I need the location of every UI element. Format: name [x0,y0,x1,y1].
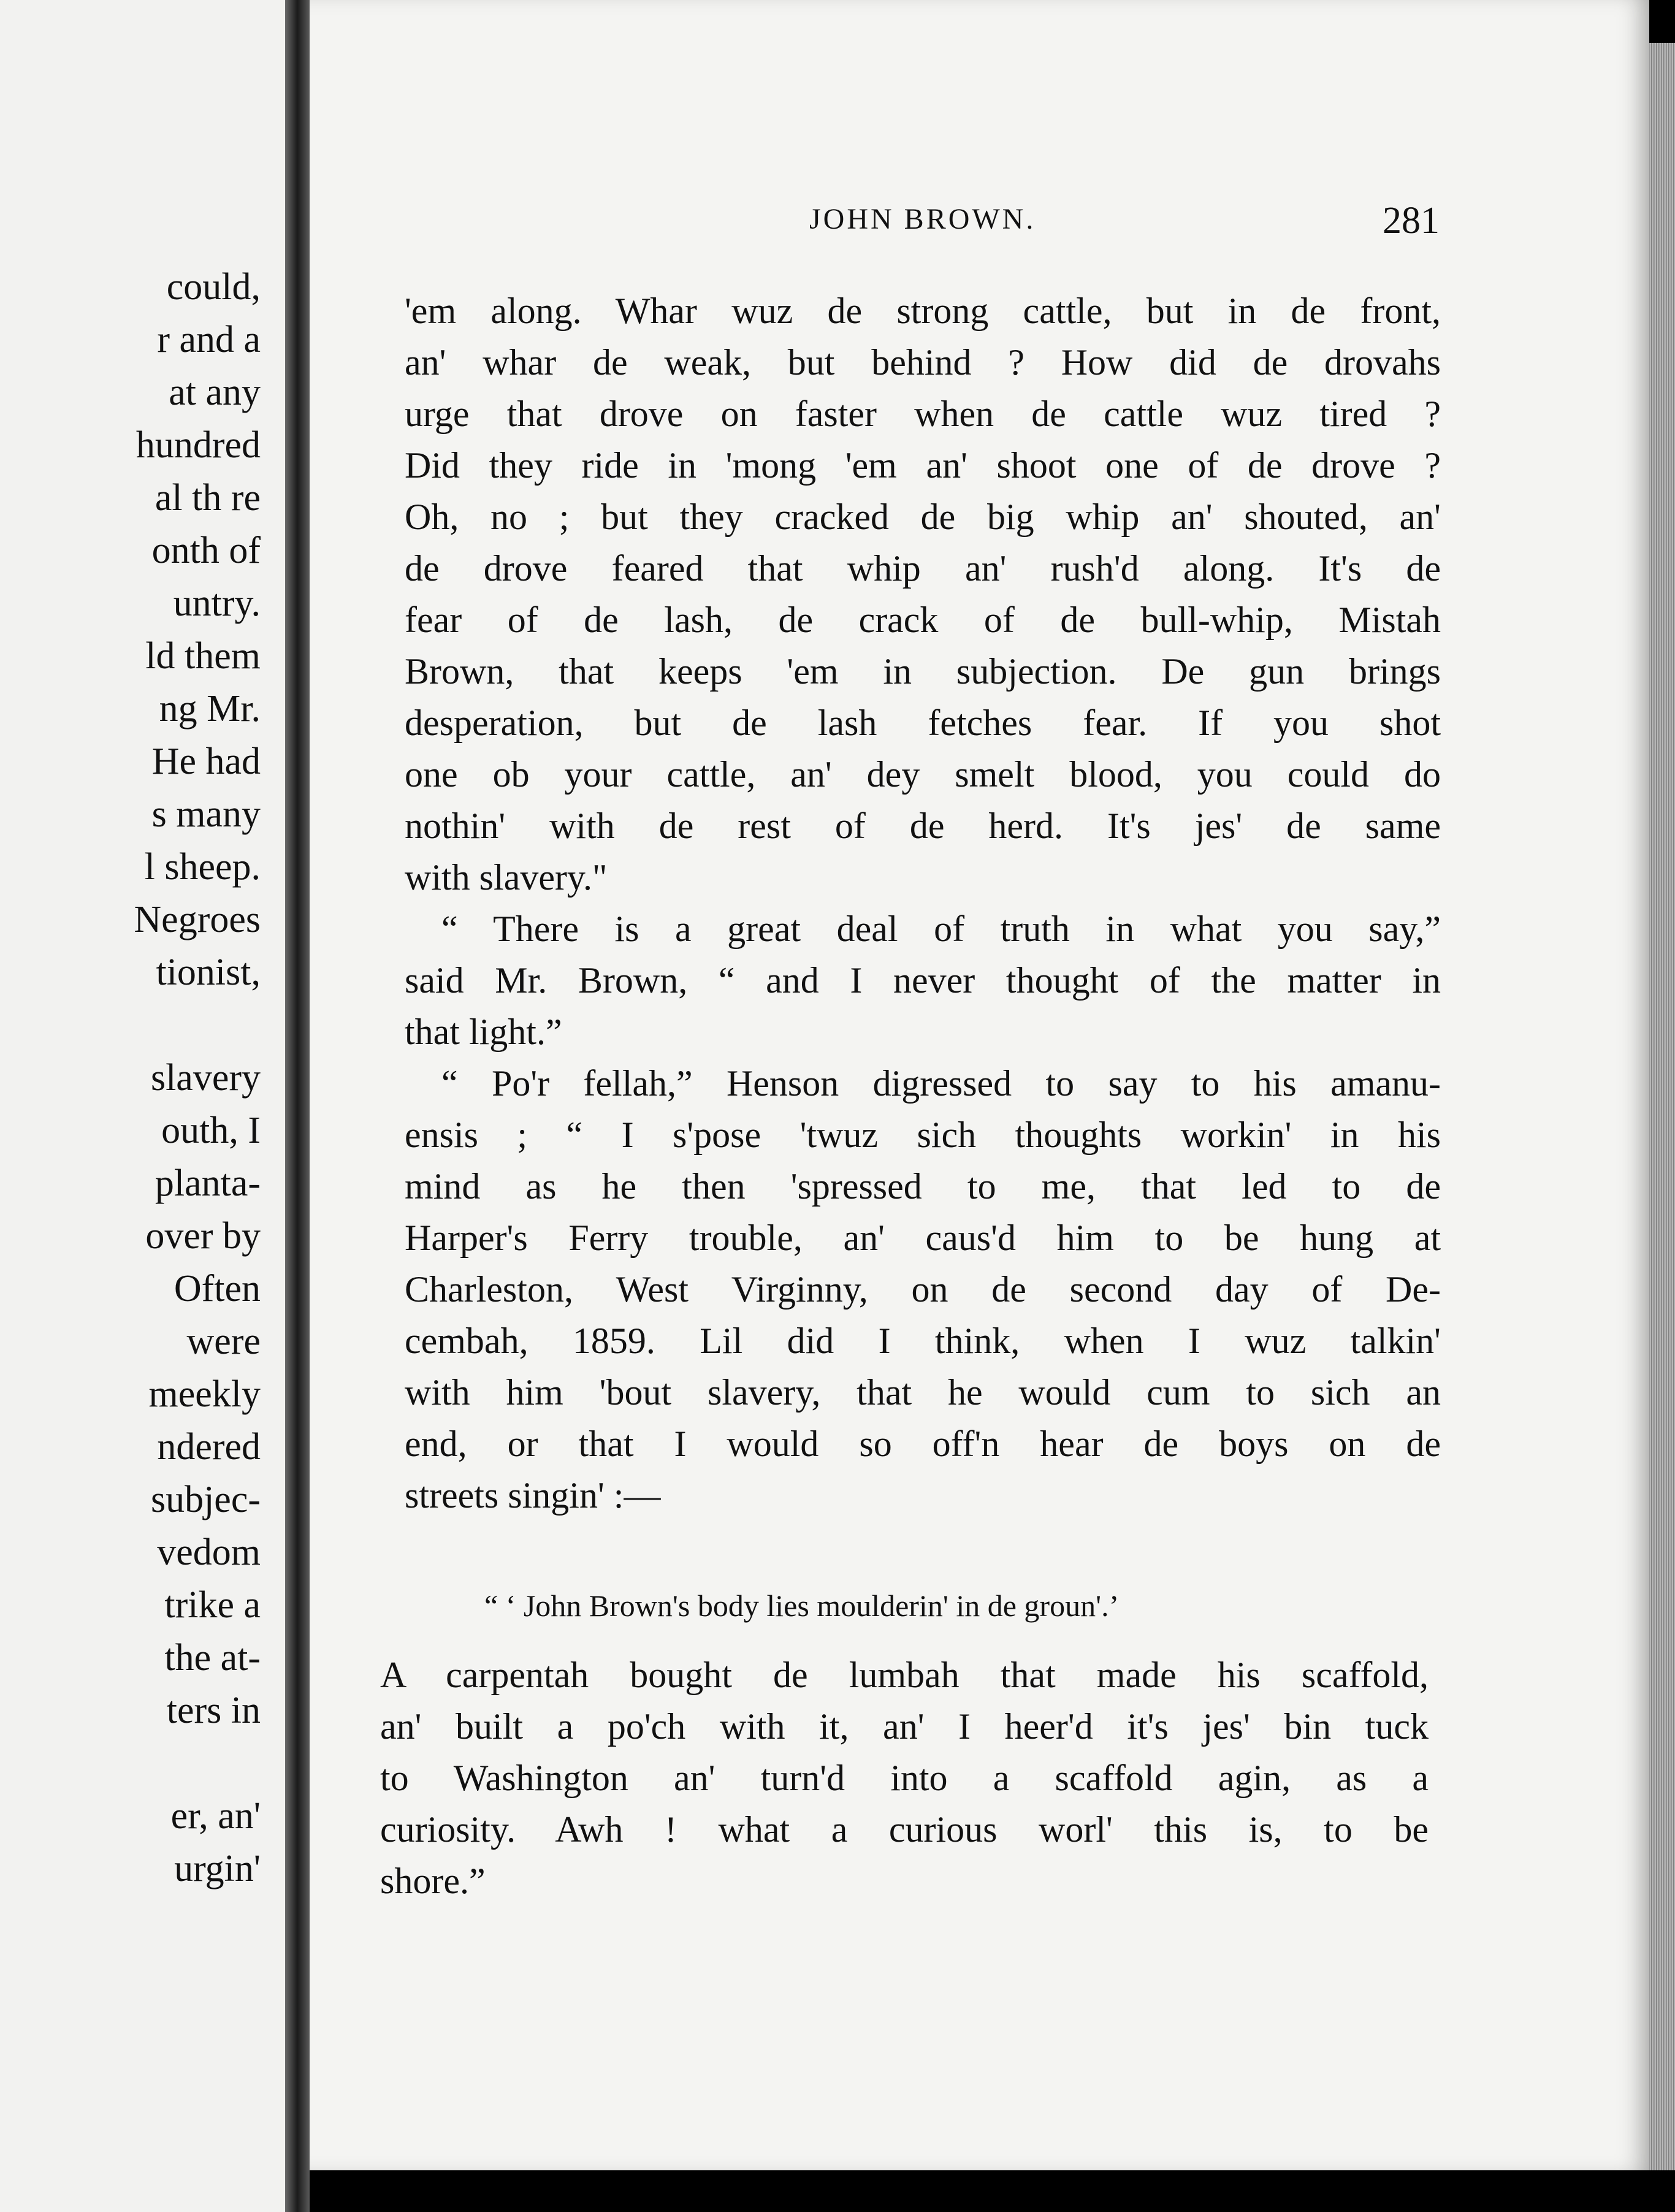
left-page-line [134,1737,261,1790]
text-line: to Washington an' turn'd into a scaffold agin, as a [380,1758,1429,1798]
left-page-line: ters in [166,1690,261,1731]
left-page-line: meekly [148,1373,261,1415]
text-line: cembah, 1859. Lil did I think, when I wuz talkin' [405,1321,1441,1361]
left-page-line: Negroes [134,899,261,940]
text-line: an' whar de weak, but behind ? How did de drovahs [405,342,1441,383]
text-line: with him 'bout slavery, that he would cum to sich an [405,1372,1441,1413]
left-page-line: planta- [155,1162,261,1204]
text-line: de drove feared that whip an' rush'd along. It's de [405,548,1441,589]
text-line: ensis ; “ I s'pose 'twuz sich thoughts workin' in his [405,1115,1441,1155]
text-line: curiosity. Awh ! what a curious worl' this is, to be [380,1809,1429,1850]
left-page-text [134,261,261,1895]
left-page-line: l sheep. [144,846,261,888]
left-page-line: r and a [157,319,261,360]
text-line: urge that drove on faster when de cattle wuz tired ? [405,394,1441,434]
text-line: Charleston, West Virginny, on de second day of De- [405,1269,1441,1310]
page-number: 281 [1383,200,1440,242]
text-line: Harper's Ferry trouble, an' caus'd him to be hung at [405,1218,1441,1258]
closing-paragraph [380,1649,1429,1907]
song-quote: “ ‘ John Brown's body lies moulderin' in de groun'.’ [484,1588,1120,1623]
text-line: with slavery." [405,857,608,898]
running-head: JOHN BROWN. [809,203,1036,235]
left-page-line: trike a [164,1584,261,1626]
left-page-line: over by [145,1215,261,1257]
left-page-line: subjec- [150,1479,261,1520]
left-page-line: ng Mr. [159,688,261,730]
text-line: nothin' with de rest of de herd. It's jes' de same [405,806,1441,846]
text-line: that light.” [405,1012,562,1052]
left-page-line: were [186,1321,261,1362]
left-page-line: hundred [135,424,261,466]
text-line: “ Po'r fellah,” Henson digressed to say to his amanu- [441,1063,1441,1104]
body-text [405,285,1441,1521]
text-line: fear of de lash, de crack of de bull-whip, Mistah [405,600,1441,640]
left-page-line: s many [151,793,261,835]
text-line: desperation, but de lash fetches fear. If you shot [405,703,1441,743]
text-line: A carpentah bought de lumbah that made his scaffold, [380,1655,1429,1695]
text-line: end, or that I would so off'n hear de boys on de [405,1424,1441,1464]
left-page-line: could, [166,266,261,308]
left-page-line: He had [151,741,261,782]
left-page-line: untry. [173,582,261,624]
left-page-line: onth of [151,530,261,571]
text-line: Oh, no ; but they cracked de big whip an' shouted, an' [405,497,1441,537]
page-edges [1649,43,1675,2170]
text-line: said Mr. Brown, “ and I never thought of the matter in [405,960,1441,1001]
left-page-line: ndered [157,1426,261,1468]
left-page-line: slavery [150,1057,261,1099]
left-page-line [134,999,261,1051]
text-line: “ There is a great deal of truth in what you say,” [441,909,1441,949]
text-line: streets singin' :— [405,1475,661,1516]
left-page-line: the at- [164,1637,261,1679]
left-page-line: outh, I [161,1110,261,1151]
text-line: an' built a po'ch with it, an' I heer'd it's jes' bin tuck [380,1706,1429,1747]
left-facing-page [0,0,285,2212]
text-line: 'em along. Whar wuz de strong cattle, but in de front, [405,291,1441,331]
book-gutter [285,0,310,2212]
left-page-line: at any [169,372,261,413]
left-page-line: tionist, [156,952,261,993]
left-page-line: al th re [155,477,261,519]
left-page-line: vedom [157,1531,261,1573]
text-line: one ob your cattle, an' dey smelt blood, you could do [405,754,1441,795]
left-page-line: Often [174,1268,261,1310]
text-line: Brown, that keeps 'em in subjection. De gun brings [405,651,1441,692]
left-page-line: urgin' [174,1848,261,1890]
text-line: mind as he then 'spressed to me, that led to de [405,1166,1441,1207]
text-line: shore.” [380,1861,486,1901]
left-page-line: ld them [145,635,261,677]
left-page-line: er, an' [170,1795,261,1837]
text-line: Did they ride in 'mong 'em an' shoot one of de drove ? [405,445,1441,486]
